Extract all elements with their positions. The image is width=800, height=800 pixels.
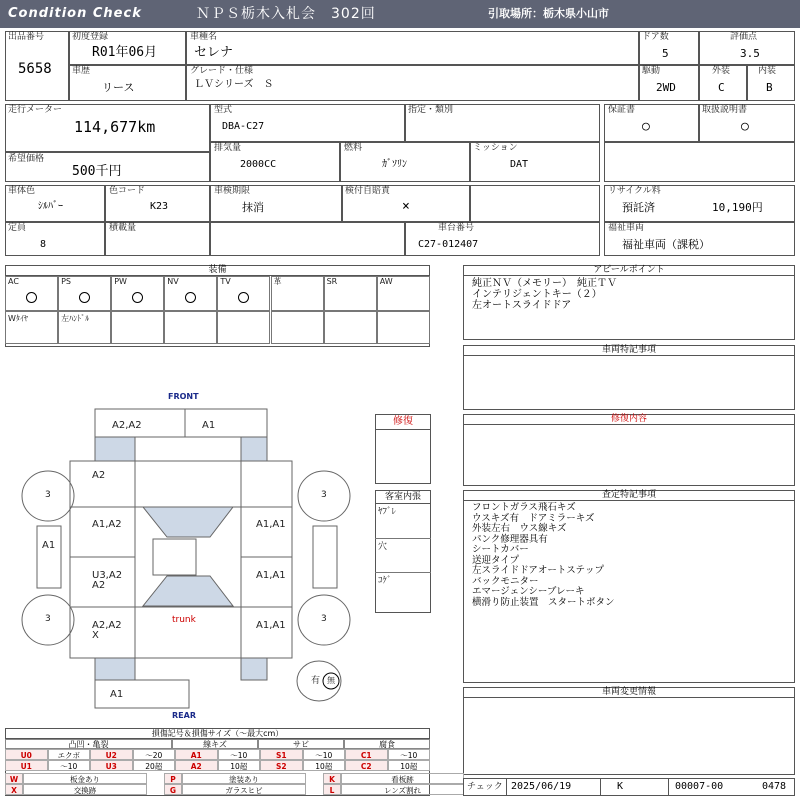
equipment-header: TV <box>220 277 231 286</box>
equipment-cell <box>324 311 377 344</box>
recycle-value: 預託済 <box>622 201 655 214</box>
insurance-label: 検付自賠責 <box>345 186 391 196</box>
doors-value: 5 <box>662 47 669 60</box>
inspection-label: 車検期限 <box>214 186 251 196</box>
appeal-title: アピールポイント <box>463 265 795 276</box>
front-label: FRONT <box>168 392 199 401</box>
header-bar <box>0 0 800 28</box>
displacement-label: 排気量 <box>214 143 242 153</box>
recycle-label: リサイクル料 <box>608 186 661 196</box>
legend-cell: ガラスヒビ <box>182 784 306 795</box>
appeal-text: 純正ＮＶ（メモリー） 純正ＴＶ インテリジェントキー（２） 左オートスライドドア <box>472 278 617 311</box>
legend-cell: 〜10 <box>218 749 261 760</box>
empty-box-right <box>604 142 795 182</box>
sheet-title: Condition Check <box>8 6 142 21</box>
legend-group-header: サビ <box>258 739 344 749</box>
equipment-header: PW <box>114 277 127 286</box>
damage-left-front-door: A1,A2 <box>92 519 122 530</box>
legend-cell: U3 <box>90 760 133 771</box>
sheet-code: 00007-00 <box>675 781 724 792</box>
color-value: ｼﾙﾊﾞｰ <box>38 201 63 212</box>
legend-cell: U1 <box>5 760 48 771</box>
chassis-value: C27-012407 <box>418 239 479 250</box>
equipment-extra: 左ﾊﾝﾄﾞﾙ <box>61 314 90 323</box>
footer-divider <box>506 778 507 796</box>
tire-rl-label: 3 <box>45 614 51 624</box>
price-value: 500千円 <box>72 164 122 179</box>
legend-cell: S2 <box>260 760 303 771</box>
legend-cell: U0 <box>5 749 48 760</box>
capacity-value: 8 <box>40 239 47 250</box>
legend-title: 損傷記号＆損傷サイズ（〜最大cm） <box>5 728 430 739</box>
repair-details-title: 修復内容 <box>463 414 795 425</box>
equipment-extra: Wﾀｲﾔ <box>8 314 28 323</box>
color-code-label: 色コード <box>109 186 146 196</box>
check-date: 2025/06/19 <box>511 781 572 792</box>
damage-left-mirror: A1 <box>42 540 56 551</box>
auction-name: ＮＰＳ栃木入札会 302回 <box>196 6 376 22</box>
equipment-header: 革 <box>273 277 282 286</box>
legend-cell: G <box>164 784 182 795</box>
legend-cell: 塗装あり <box>182 773 306 784</box>
lot-number: 5658 <box>18 61 52 77</box>
color-label: 車体色 <box>8 186 36 196</box>
history-label: 車歴 <box>72 66 91 76</box>
interior-divider <box>375 538 431 539</box>
history-value: リース <box>102 81 135 94</box>
equipment-cell <box>164 311 217 344</box>
manual-value: ○ <box>741 119 749 134</box>
car-name-box <box>186 31 639 65</box>
equipment-cell <box>377 311 430 344</box>
mileage-value: 114,677km <box>74 118 156 136</box>
color-code-value: K23 <box>150 201 169 212</box>
repair-title: 修復 <box>375 414 431 430</box>
legend-group-header: 線キズ <box>172 739 258 749</box>
ext-label: 外装 <box>712 66 731 76</box>
legend-cell: W <box>5 773 23 784</box>
legend-cell: A1 <box>175 749 218 760</box>
price-label: 希望価格 <box>8 154 45 164</box>
damage-left-fender: A2 <box>92 470 106 481</box>
welfare-value: 福祉車両（課税） <box>622 238 710 251</box>
interior-burn: ｺｹﾞ <box>378 576 392 586</box>
blank-box-row4 <box>210 222 405 256</box>
damage-left-quarter-1: A2,A2 <box>92 620 122 631</box>
grade-value: ＬＶシリーズ Ｓ <box>194 79 274 90</box>
score-label: 評価点 <box>730 32 758 42</box>
equipment-cell <box>271 311 324 344</box>
mission-label: ミッション <box>473 143 518 153</box>
chassis-label: 車台番号 <box>438 223 475 233</box>
grade-label: グレード・仕様 <box>190 66 254 76</box>
equipment-header: SR <box>326 277 338 286</box>
interior-title: 客室内張 <box>375 490 431 504</box>
equipment-cell <box>217 311 270 344</box>
trunk-label: trunk <box>172 615 196 625</box>
legend-cell: 〜10 <box>48 760 91 771</box>
model-value: DBA-C27 <box>222 121 265 132</box>
tire-fr-label: 3 <box>321 490 327 500</box>
warranty-label: 保証書 <box>608 105 636 115</box>
legend-cell: U2 <box>90 749 133 760</box>
damage-left-quarter-2: X <box>92 630 99 641</box>
displacement-value: 2000CC <box>240 159 277 170</box>
ext-value: C <box>718 81 725 94</box>
blank-box-mid <box>470 185 600 222</box>
load-label: 積載量 <box>109 223 137 233</box>
recycle-amount: 10,190円 <box>712 201 763 214</box>
car-name-label: 車種名 <box>190 32 218 42</box>
lot-label: 出品番号 <box>8 32 45 42</box>
legend-cell: K <box>323 773 341 784</box>
legend-cell: エクボ <box>48 749 91 760</box>
equipment-header: AC <box>8 277 19 286</box>
legend-cell: S1 <box>260 749 303 760</box>
rear-label: REAR <box>172 711 196 720</box>
int-label: 内装 <box>758 66 777 76</box>
int-value: B <box>766 81 773 94</box>
damage-front-bumper-left: A2,A2 <box>112 420 142 431</box>
damage-left-rear-door-1: U3,A2 <box>92 570 123 581</box>
legend-cell: レンズ割れ <box>341 784 464 795</box>
tire-rr-label: 3 <box>321 614 327 624</box>
interior-hole: 穴 <box>378 542 388 552</box>
spec-label: 指定・類別 <box>408 105 454 115</box>
interior-tear: ﾔﾌﾞﾚ <box>378 507 397 517</box>
check-label: チェック <box>467 782 503 792</box>
damage-front-bumper-right: A1 <box>202 420 216 431</box>
spare-has-label: 有 <box>311 676 321 686</box>
drive-value: 2WD <box>656 81 676 94</box>
doors-label: ドア数 <box>642 32 669 42</box>
change-info-panel <box>463 687 795 775</box>
legend-cell: 10超 <box>218 760 261 771</box>
legend-cell: P <box>164 773 182 784</box>
car-name-value: セレナ <box>194 45 234 60</box>
legend-cell: L <box>323 784 341 795</box>
legend-cell: 看板跡 <box>341 773 464 784</box>
equipment-header: AW <box>379 277 393 286</box>
inspector-code: K <box>617 781 624 792</box>
equipment-header: NV <box>167 277 179 286</box>
spare-none-label: 無 <box>327 676 335 685</box>
first-reg-value: R01年06月 <box>92 45 158 60</box>
equipment-mark <box>26 292 37 303</box>
drive-label: 駆動 <box>642 66 661 76</box>
first-reg-label: 初度登録 <box>72 32 109 42</box>
damage-left-rear-door-2: A2 <box>92 580 106 591</box>
legend-cell: 〜10 <box>388 749 431 760</box>
footer-divider <box>600 778 601 796</box>
legend-cell: 10超 <box>388 760 431 771</box>
pickup-location: 引取場所：栃木県小山市 <box>488 7 609 20</box>
change-info-title: 車両変更情報 <box>463 687 795 698</box>
sheet-number: 0478 <box>762 781 787 792</box>
manual-label: 取扱説明書 <box>702 105 748 115</box>
legend-cell: C1 <box>345 749 388 760</box>
insurance-value: × <box>402 199 410 214</box>
damage-rear-bumper: A1 <box>110 689 124 700</box>
equipment-title: 装備 <box>5 265 430 276</box>
warranty-value: ○ <box>642 119 650 134</box>
legend-cell: 〜10 <box>303 749 346 760</box>
legend-cell: C2 <box>345 760 388 771</box>
legend-cell: 10超 <box>303 760 346 771</box>
damage-right-rear-door: A1,A1 <box>256 570 286 581</box>
fuel-label: 燃料 <box>344 143 363 153</box>
legend-cell: A2 <box>175 760 218 771</box>
equipment-cell <box>111 311 164 344</box>
inspection-notes-title: 査定特記事項 <box>463 490 795 501</box>
special-title: 車両特記事項 <box>463 345 795 356</box>
capacity-label: 定員 <box>8 223 27 233</box>
interior-divider <box>375 572 431 573</box>
model-label: 型式 <box>214 105 233 115</box>
legend-cell: 交換跡 <box>23 784 147 795</box>
welfare-label: 福祉車両 <box>608 223 645 233</box>
legend-cell: 〜20 <box>133 749 176 760</box>
mileage-label: 走行メーター <box>8 105 63 115</box>
equipment-header: PS <box>61 277 71 286</box>
inspection-notes-text: フロントガラス飛石キズ ウスキズ有 ドアミラーキズ 外装左右 ウス線キズ パンク修理器具有 シートカバー 送迎タイプ 左スライドドアオートステップ バックモニター エマージェンシーブレーキ 横滑り防止装置 スタートボタン <box>472 502 615 608</box>
legend-cell: 板金あり <box>23 773 147 784</box>
fuel-value: ｶﾞｿﾘﾝ <box>382 159 407 170</box>
legend-group-header: 凸凹・亀裂 <box>5 739 172 749</box>
tire-fl-label: 3 <box>45 490 51 500</box>
inspection-value: 抹消 <box>242 201 264 214</box>
damage-right-front-door: A1,A1 <box>256 519 286 530</box>
legend-cell: X <box>5 784 23 795</box>
damage-right-quarter: A1,A1 <box>256 620 286 631</box>
score-value: 3.5 <box>740 47 760 60</box>
footer-divider <box>668 778 669 796</box>
legend-group-header: 腐食 <box>344 739 430 749</box>
legend-cell: 20超 <box>133 760 176 771</box>
mission-value: DAT <box>510 159 529 170</box>
